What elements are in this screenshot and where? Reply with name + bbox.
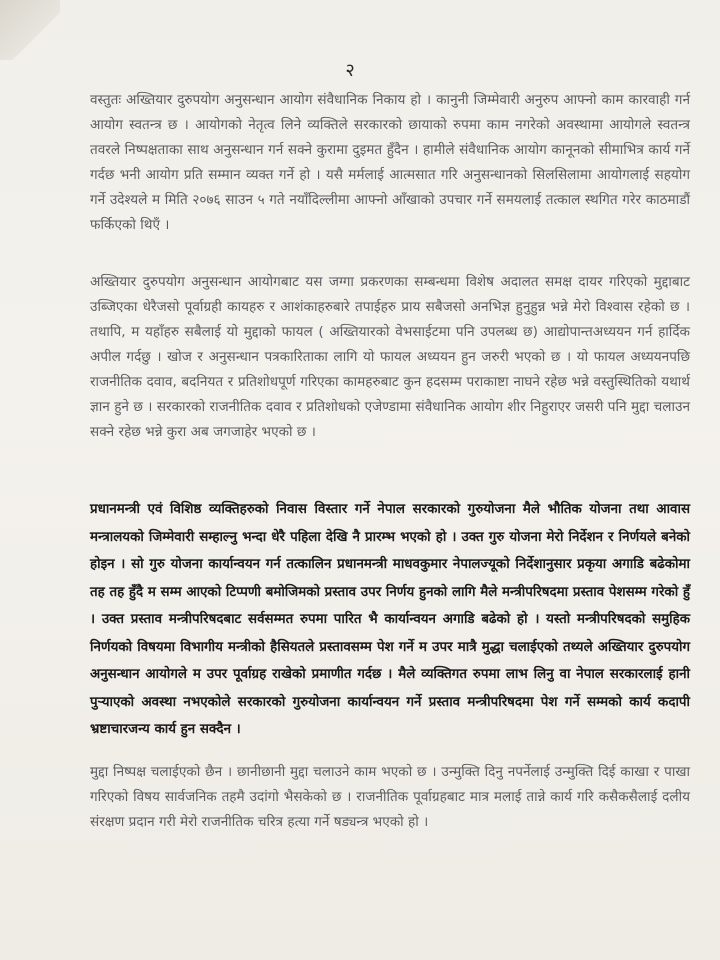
paragraph-selective-prosecution: मुद्दा निष्पक्ष चलाईएको छैन । छानीछानी मुद्दा चलाउने काम भएको छ । उन्मुक्ति दिनु नपर्नेलाई उन्मुक्ति दिई काखा र पाखा गरिएको विषय सार्वजनिक तहमै उदांगो भैसकेको छ । राजनीतिक पूर्वाग्रहबाट मात्र मलाई तान्ने कार्य गरि कसैकसैलाई दलीय संरक्षण प्रदान गरी मेरो राजनीतिक चरित्र हत्या गर्ने षड्यन्त्र भएको हो ।	[90, 764, 690, 830]
paragraph-commission-independence: वस्तुतः अख्तियार दुरुपयोग अनुसन्धान आयोग संवैधानिक निकाय हो । कानुनी जिम्मेवारी अनुरुप आफ्नो काम कारवाही गर्न आयोग स्वतन्त्र छ । आयोगको नेतृत्व लिने व्यक्तिले सरकारको छायाको रुपमा काम नगरेको अवस्थामा आयोगले स्वतन्त्र तवरले निष्पक्षताका साथ अनुसन्धान गर्न सक्ने कुरामा दुइमत हुँदैन । हामीले संवैधानिक आयोग कानूनको सीमाभित्र कार्य गर्ने गर्दछ भनी आयोग प्रति सम्मान व्यक्त गर्ने हो । यसै मर्मलाई आत्मसात गरि अनुसन्धानको सिलसिलामा आयोगलाई सहयोग गर्ने उदेश्यले म मिति २०७६ साउन ५ गते नयाँदिल्लीमा आफ्नो आँखाको उपचार गर्ने समयलाई तत्काल स्थगित गरेर काठमाडौं फर्किएको थिएँ ।	[90, 92, 690, 233]
page-number: २	[345, 60, 355, 81]
paragraph-master-plan: प्रधानमन्त्री एवं विशिष्ठ व्यक्तिहरुको निवास विस्तार गर्ने नेपाल सरकारको गुरुयोजना मैले भौतिक योजना तथा आवास मन्त्रालयको जिम्मेवारी सम्हाल्नु भन्दा धेरै पहिला देखि नै प्रारम्भ भएको हो । उक्त गुरु योजना मेरो निर्देशन र निर्णयले बनेको होइन । सो गुरु योजना कार्यान्वयन गर्न तत्कालिन प्रधानमन्त्री माधवकुमार नेपालज्यूको निर्देशानुसार प्रकृया अगाडि बढेकोमा तह तह हुँदै म सम्म आएको टिप्पणी बमोजिमको प्रस्ताव उपर निर्णय हुनको लागि मैले मन्त्रीपरिषदमा प्रस्ताव पेशसम्म गरेको हुँ । उक्त प्रस्ताव मन्त्रीपरिषदबाट सर्वसम्मत रुपमा पारित भै कार्यान्वयन अगाडि बढेको हो । यस्तो मन्त्रीपरिषदको समुहिक निर्णयको विषयमा विभागीय मन्त्रीको हैसियतले प्रस्तावसम्म पेश गर्ने म उपर मात्रै मुद्धा चलाईएको तथ्यले अख्तियार दुरुपयोग अनुसन्धान आयोगले म उपर पूर्वाग्रह राखेको प्रमाणीत गर्दछ । मैले व्यक्तिगत रुपमा लाभ लिनु वा नेपाल सरकारलाई हानी पुऱ्याएको अवस्था नभएकोले सरकारको गुरुयोजना कार्यान्वयन गर्ने प्रस्ताव मन्त्रीपरिषदमा पेश गर्ने सम्मको कार्य कदापी भ्रष्टाचारजन्य कार्य हुन सक्दैन ।	[90, 502, 690, 737]
page-corner-shadow	[0, 0, 60, 60]
paragraph-case-file-appeal: अख्तियार दुरुपयोग अनुसन्धान आयोगबाट यस जग्गा प्रकरणका सम्बन्धमा विशेष अदालत समक्ष दायर गरिएको मुद्दाबाट उब्जिएका धेरैजसो पूर्वाग्रही कायहरु र आशंकाहरुबारे तपाईहरु प्राय सबैजसो अनभिज्ञ हुनुहुन्न भन्ने मेरो विश्वास रहेको छ । तथापि, म यहाँहरु सबैलाई यो मुद्दाको फायल ( अख्तियारको वेभसाईटमा पनि उपलब्ध छ) आद्योपान्तअध्ययन गर्न हार्दिक अपील गर्दछु । खोज र अनुसन्धान पत्रकारिताका लागि यो फायल अध्ययन हुन जरुरी भएको छ । यो फायल अध्ययनपछि राजनीतिक दवाव, बदनियत र प्रतिशोधपूर्ण गरिएका कामहरुबाट कुन हदसम्म पराकाष्टा नाघने रहेछ भन्ने वस्तुस्थितिको यथार्थ ज्ञान हुने छ । सरकारको राजनीतिक दवाव र प्रतिशोधको एजेण्डामा संवैधानिक आयोग शीर निहुराएर जसरी पनि मुद्दा चलाउन सक्ने रहेछ भन्ने कुरा अब जगजाहेर भएको छ ।	[90, 274, 691, 440]
